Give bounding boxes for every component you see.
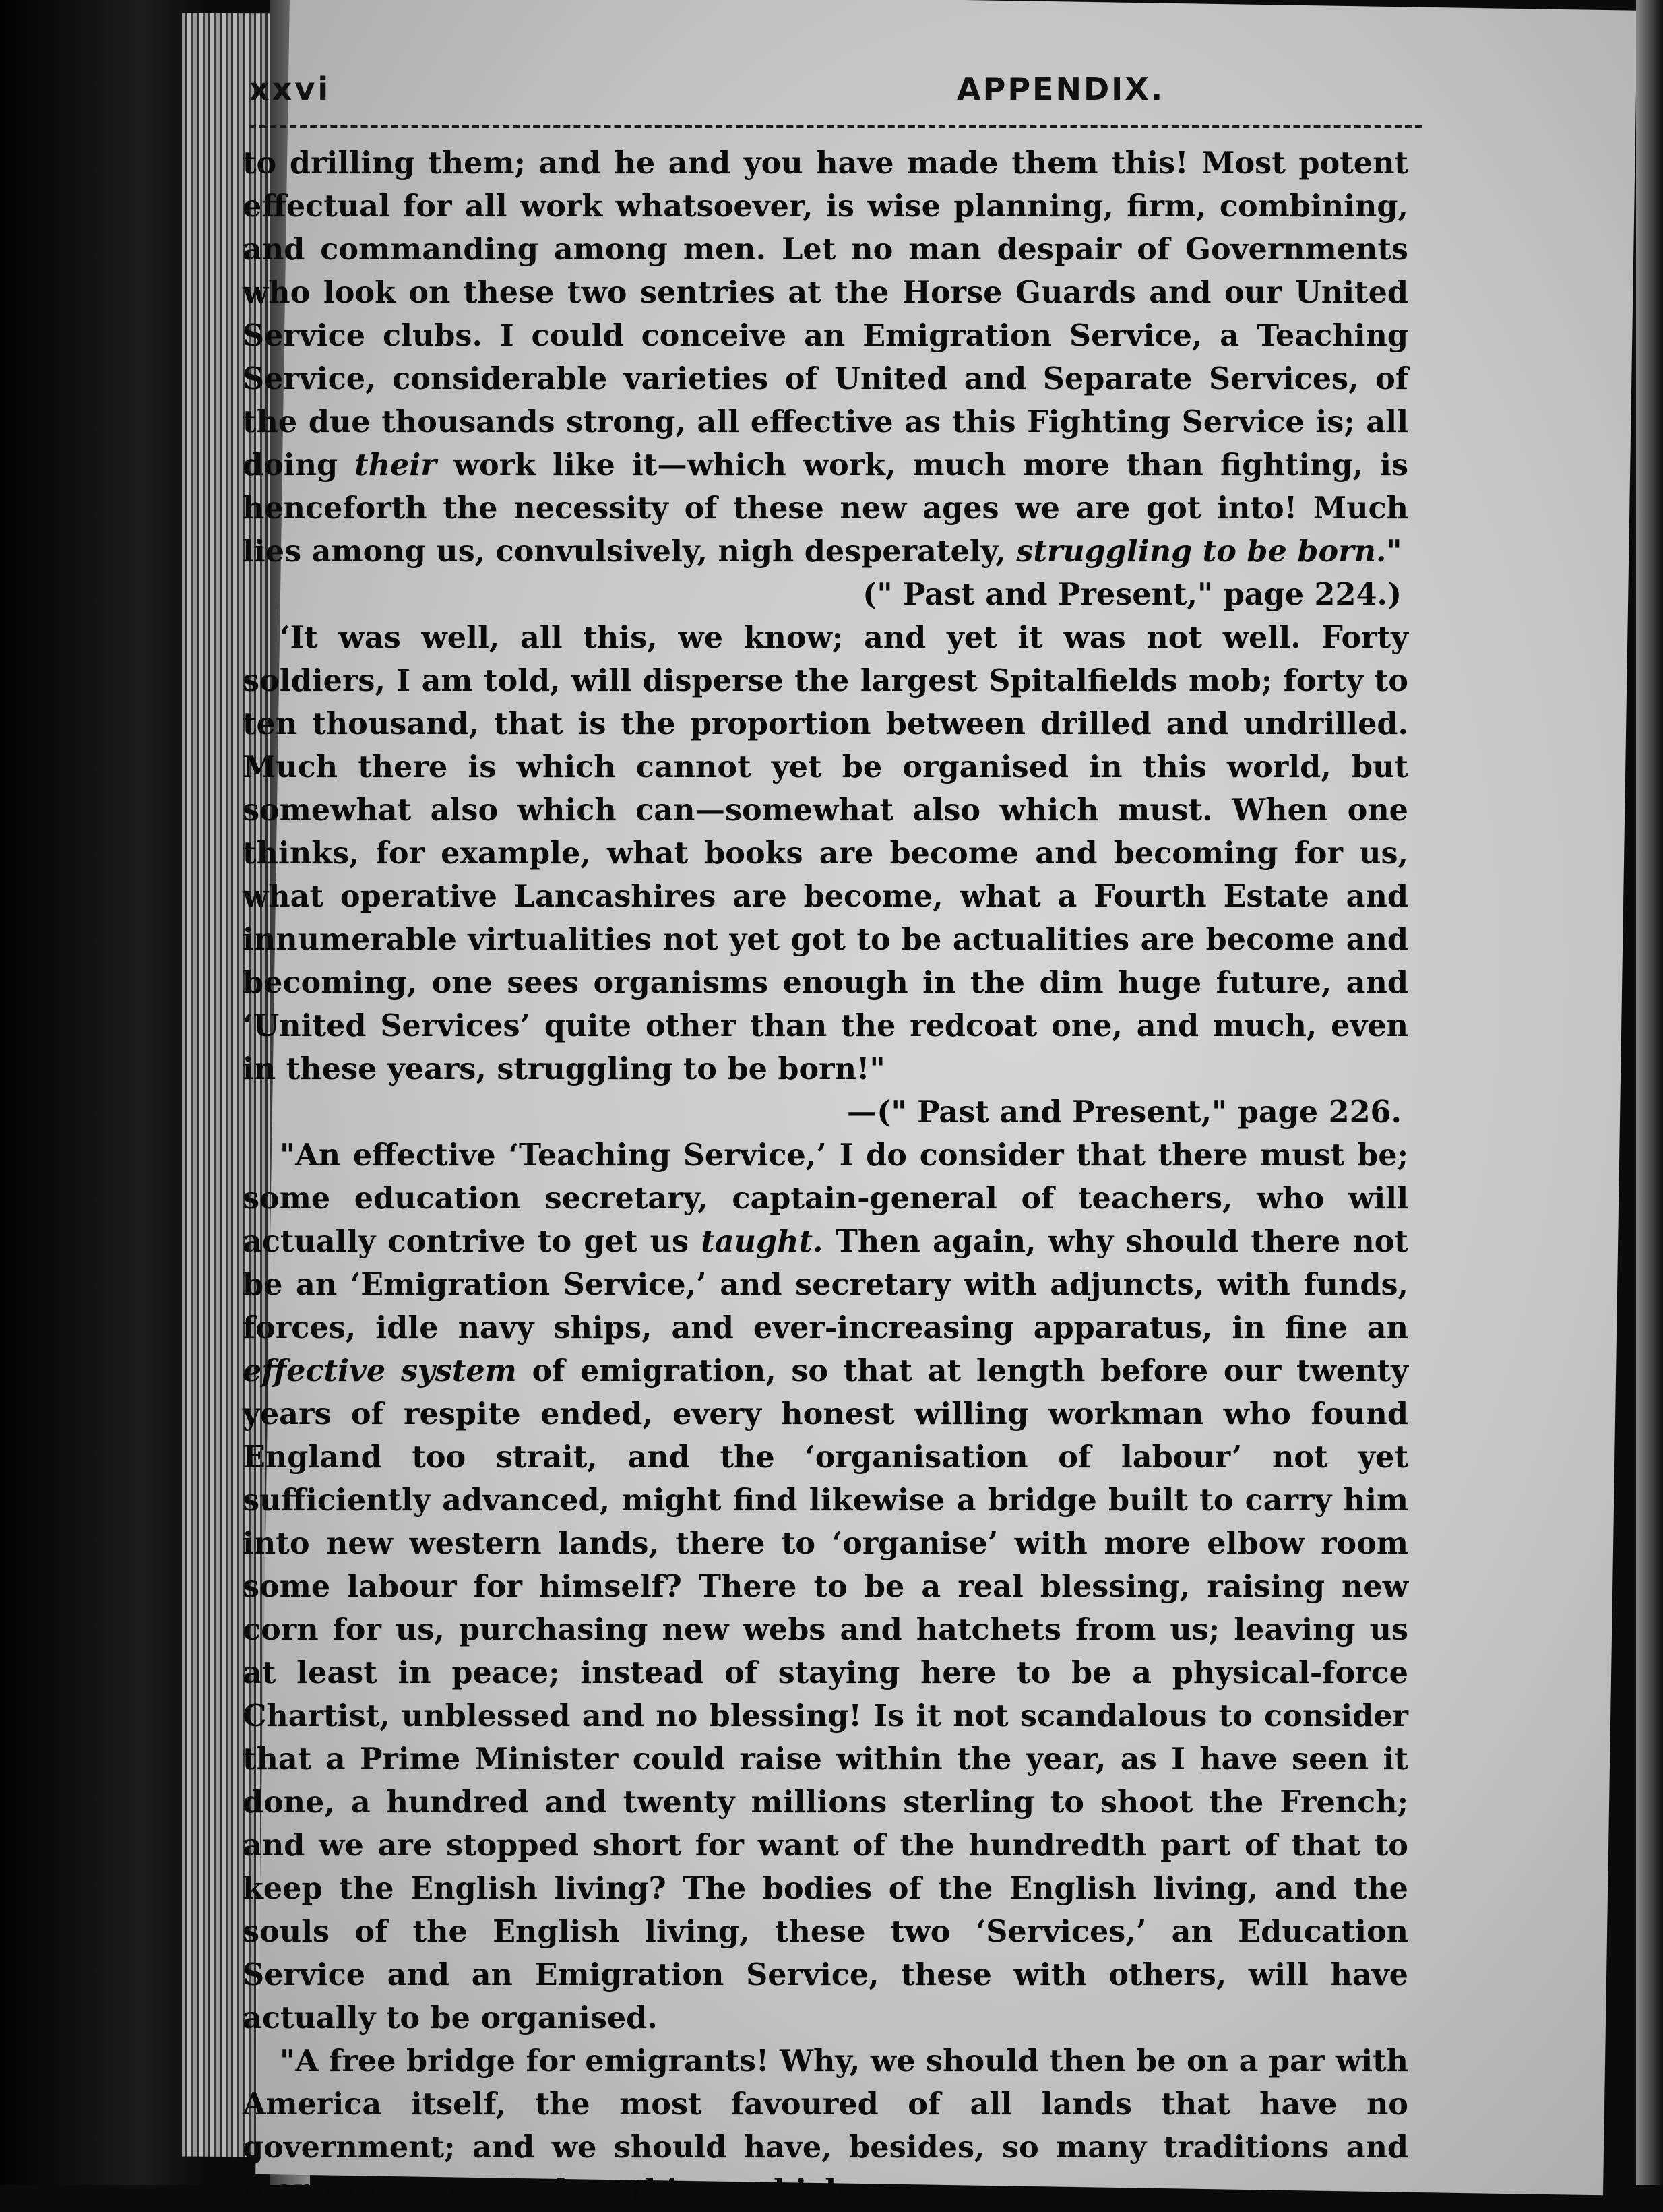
page-number: xxvi [249,71,332,107]
body-text [243,142,1408,2212]
paragraph-4: "A free bridge for emigrants! Why, we should then be on a par with America itself, the most favoured of all lands that have no government; and we should have, besides, so many traditions and mementos of priceless things which [243,2044,1408,2208]
paragraph-3: "An effective ‘Teaching Service,’ I do consider that there must be; some education secretary, captain-general of teachers, who will actually contrive to get us taught. Then again, why should there not be an ‘Emigration Service,’ and secretary with adjuncts, with funds, forces, idle navy ships, and ever-increasing apparatus, in fine an effective system of emigration, so that at length before our twenty years of respite ended, every honest willing workman who found England too strait, and the ‘organisation of labour’ not yet sufficiently advanced, might find likewise a bridge built to carry him into new western lands, there to ‘organise’ with more elbow room some labour for himself? There to be a real blessing, raising new corn for us, purchasing new webs and hatchets from us; leaving us at least in peace; instead of staying here to be a physical-force Chartist, unblessed and no blessing! Is it not scandalous to consider that a Prime Minister could raise within the year, as I have seen it done, a hundred and twenty millions sterling to shoot the French; and we are stopped short for want of the hundredth part of that to keep the English living? The bodies of the English living, and the souls of the English living, these two ‘Services,’ an Education Service and an Emigration Service, these with others, will have actually to be organised. [243,1138,1408,2035]
header-title: APPENDIX. [957,71,1165,107]
book-binding [0,0,202,2185]
citation-2: —(" Past and Present," page 226. [846,1095,1402,1130]
running-head [249,71,1462,138]
right-page-edge [1636,0,1663,2185]
citation-1: (" Past and Present," page 224.) [862,577,1402,612]
header-rule [249,125,1422,128]
paragraph-1: to drilling them; and he and you have made them this! Most potent effectual for all work whatsoever, is wise planning, firm, combining, and commanding among men. Let no man despair of Governments who look on these two sentries at the Horse Guards and our United Service clubs. I could conceive an Emigration Service, a Teaching Service, considerable varieties of United and Separate Services, of the due thousands strong, all effective as this Fighting Service is; all doing their work like it—which work, much more than fighting, is henceforth the necessity of these new ages we are got into! Much lies among us, convulsively, nigh desperately, struggling to be born." [243,146,1409,569]
paragraph-2: ‘It was well, all this, we know; and yet it was not well. Forty soldiers, I am told, will disperse the largest Spitalfields mob; forty to ten thousand, that is the proportion between drilled and undrilled. Much there is which cannot yet be organised in this world, but somewhat also which can—somewhat also which must. When one thinks, for example, what books are become and becoming for us, what operative Lancashires are become, what a Fourth Estate and innumerable virtualities not yet got to be actualities are become and becoming, one sees organisms enough in the dim huge future, and ‘United Services’ quite other than the redcoat one, and much, even in these years, struggling to be born!" [243,620,1408,1086]
